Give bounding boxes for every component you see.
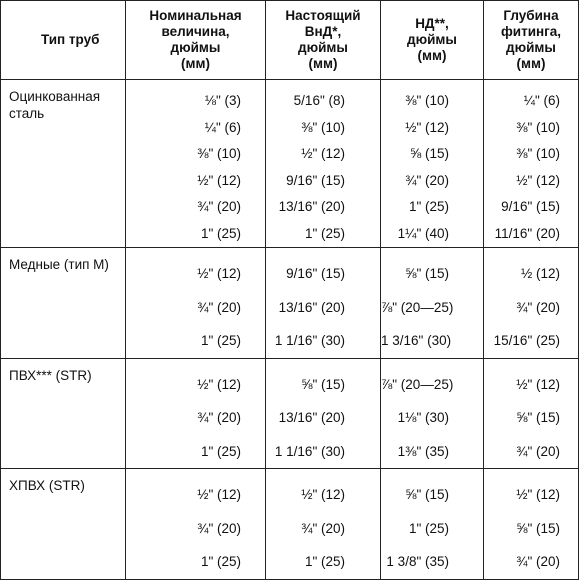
inner-diameter-cell bbox=[266, 80, 381, 248]
header-depth-line: дюймы bbox=[506, 40, 556, 55]
header-depth-line: (мм) bbox=[516, 56, 546, 71]
depth-value: ½" (12) bbox=[516, 172, 560, 188]
inner-value: 1 1/16" (30) bbox=[274, 333, 345, 348]
outer-diameter-cell bbox=[381, 248, 484, 359]
depth-value: 11/16" (20) bbox=[494, 225, 560, 241]
header-inner-line: Настоящий bbox=[285, 8, 361, 23]
depth-value: ¼" (6) bbox=[523, 93, 560, 108]
depth-value: 9/16" (15) bbox=[501, 199, 560, 214]
header-nominal-line: Номинальная bbox=[149, 8, 242, 23]
nominal-value: ½" (12) bbox=[197, 376, 241, 392]
depth-value: ¾" (20) bbox=[516, 443, 560, 459]
outer-diameter-cell bbox=[381, 469, 484, 580]
fitting-depth-cell bbox=[484, 358, 579, 469]
nominal-value: 1" (25) bbox=[200, 225, 241, 241]
depth-value: ½ (12) bbox=[520, 266, 560, 281]
outer-value: ¾" (20) bbox=[405, 172, 449, 188]
fitting-depth-cell bbox=[484, 80, 579, 248]
outer-value: ½" (12) bbox=[405, 119, 449, 135]
header-outer-line: НД**, bbox=[415, 16, 449, 31]
header-outer-line: дюймы bbox=[407, 32, 457, 47]
outer-value: 1" (25) bbox=[408, 520, 449, 536]
nominal-value: ¾" (20) bbox=[197, 410, 241, 425]
outer-value: ⅞" (20—25) bbox=[381, 376, 454, 392]
inner-value: 13/16" (20) bbox=[278, 299, 345, 315]
nominal-value: ½" (12) bbox=[197, 172, 241, 188]
inner-value: 9/16" (15) bbox=[286, 266, 345, 281]
inner-value: 1 1/16" (30) bbox=[274, 443, 345, 459]
table-row bbox=[1, 469, 579, 580]
outer-value: ⅞" (20—25) bbox=[381, 299, 454, 315]
header-row bbox=[1, 1, 579, 80]
outer-value: 1⅛" (30) bbox=[397, 410, 449, 425]
pipe-type-cell: ХПВХ (STR) bbox=[1, 469, 126, 580]
table-row bbox=[1, 248, 579, 359]
nominal-value: ¼" (6) bbox=[204, 119, 241, 135]
nominal-size-cell bbox=[126, 469, 266, 580]
nominal-value: ¾" (20) bbox=[197, 520, 241, 536]
nominal-value: 1" (25) bbox=[200, 333, 241, 348]
nominal-size-cell bbox=[126, 80, 266, 248]
header-depth-line: фитинга, bbox=[500, 24, 562, 39]
nominal-value: ½" (12) bbox=[197, 487, 241, 502]
header-fitting-depth bbox=[484, 1, 579, 80]
header-outer-line: (мм) bbox=[417, 48, 447, 63]
table-row bbox=[1, 80, 579, 248]
depth-value: ⅝" (15) bbox=[516, 410, 560, 425]
outer-value: ⅜" (10) bbox=[405, 93, 449, 108]
outer-value: 1⅜" (35) bbox=[397, 443, 449, 459]
outer-diameter-cell bbox=[381, 80, 484, 248]
depth-value: ½" (12) bbox=[516, 376, 560, 392]
inner-diameter-cell bbox=[266, 248, 381, 359]
nominal-value: ⅜" (10) bbox=[197, 146, 241, 161]
outer-value: 1¼" (40) bbox=[397, 225, 449, 241]
outer-value: 1 3/8" (35) bbox=[386, 554, 449, 569]
header-inner-line: (мм) bbox=[308, 56, 338, 71]
header-nominal-line: (мм) bbox=[181, 56, 210, 71]
header-inner-line: ВнД*, bbox=[304, 24, 342, 39]
inner-value: 9/16" (15) bbox=[286, 172, 345, 188]
depth-value: ¾" (20) bbox=[516, 554, 560, 569]
inner-diameter-cell bbox=[266, 469, 381, 580]
pipe-type-cell: Оцинкованная сталь bbox=[1, 80, 126, 248]
depth-value: ½" (12) bbox=[516, 487, 560, 502]
inner-value: ⅜" (10) bbox=[301, 119, 345, 135]
table-row bbox=[1, 358, 579, 469]
inner-diameter-cell bbox=[266, 358, 381, 469]
nominal-value: 1" (25) bbox=[200, 443, 241, 459]
header-depth-line: Глубина bbox=[503, 8, 559, 23]
header-nominal-line: дюймы bbox=[170, 40, 221, 55]
inner-value: ½" (12) bbox=[301, 487, 345, 502]
nominal-value: 1" (25) bbox=[200, 554, 241, 569]
header-outer-diameter bbox=[381, 1, 484, 80]
inner-value: 1" (25) bbox=[304, 225, 345, 241]
depth-value: ⅜" (10) bbox=[516, 119, 560, 135]
nominal-size-cell bbox=[126, 358, 266, 469]
header-inner-line: дюймы bbox=[298, 40, 348, 55]
header-inner-diameter bbox=[266, 1, 381, 80]
inner-value: 1" (25) bbox=[304, 554, 345, 569]
depth-value: 15/16" (25) bbox=[493, 333, 560, 348]
pipe-type-cell: Медные (тип М) bbox=[1, 248, 126, 359]
outer-value: ⅝" (15) bbox=[405, 487, 449, 502]
fitting-depth-cell bbox=[484, 248, 579, 359]
nominal-value: ⅛" (3) bbox=[204, 93, 241, 108]
pipe-type-cell: ПВХ*** (STR) bbox=[1, 358, 126, 469]
fitting-depth-cell bbox=[484, 469, 579, 580]
inner-value: ¾" (20) bbox=[301, 520, 345, 536]
inner-value: 5/16" (8) bbox=[293, 93, 345, 108]
depth-value: ¾" (20) bbox=[516, 299, 560, 315]
header-nominal-size bbox=[126, 1, 266, 80]
nominal-value: ¾" (20) bbox=[197, 299, 241, 315]
depth-value: ⅝" (15) bbox=[516, 520, 560, 536]
header-pipe-type: Тип труб bbox=[1, 1, 126, 80]
outer-value: ⅝ (15) bbox=[409, 146, 449, 161]
inner-value: 13/16" (20) bbox=[278, 199, 345, 214]
outer-value: 1" (25) bbox=[408, 199, 449, 214]
outer-value: 1 3/16" (30) bbox=[381, 333, 452, 348]
nominal-value: ½" (12) bbox=[197, 266, 241, 281]
outer-value: ⅝" (15) bbox=[405, 266, 449, 281]
inner-value: ½" (12) bbox=[301, 146, 345, 161]
nominal-value: ¾" (20) bbox=[197, 199, 241, 214]
nominal-size-cell bbox=[126, 248, 266, 359]
inner-value: ⅝" (15) bbox=[301, 376, 345, 392]
inner-value: 13/16" (20) bbox=[278, 410, 345, 425]
depth-value: ⅜" (10) bbox=[516, 146, 560, 161]
header-nominal-line: величина, bbox=[161, 24, 230, 39]
outer-diameter-cell bbox=[381, 358, 484, 469]
